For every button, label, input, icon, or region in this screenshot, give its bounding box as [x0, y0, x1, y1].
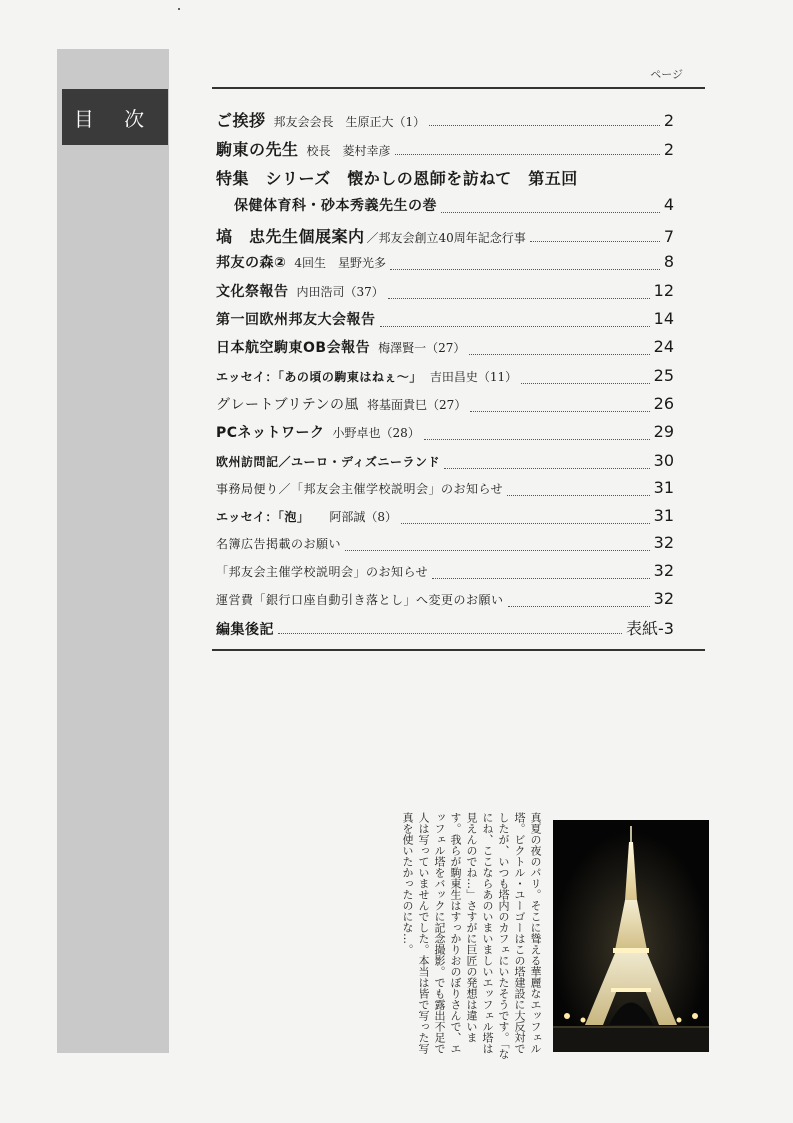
- entry-title: 「邦友会主催学校説明会」のお知らせ: [216, 565, 429, 579]
- entry-title: 塙 忠先生個展案内: [216, 227, 365, 246]
- entry-title: 編集後記: [216, 622, 274, 638]
- dot-leader: [278, 633, 622, 634]
- entry-title: 名簿広告掲載のお願い: [216, 537, 342, 551]
- entry-page: 2: [663, 111, 674, 130]
- toc-entry[interactable]: [216, 478, 674, 504]
- toc-entry-feature: [216, 166, 674, 192]
- entry-title: 日本航空駒東OB会報告: [216, 340, 371, 356]
- toc-entry[interactable]: [216, 281, 674, 307]
- toc-entry[interactable]: [216, 137, 674, 163]
- toc-entry[interactable]: [216, 451, 674, 477]
- entry-title: PCネットワーク: [216, 425, 325, 441]
- scan-speck: [178, 8, 180, 10]
- dot-leader: [508, 606, 650, 607]
- entry-title: 運営費「銀行口座自動引き落とし」へ変更のお願い: [216, 593, 504, 607]
- dot-leader: [441, 212, 660, 213]
- eiffel-tower-illustration: [553, 820, 709, 1052]
- entry-page: 4: [663, 195, 674, 214]
- entry-author: 校長 菱村幸彦: [306, 144, 391, 158]
- dot-leader: [388, 298, 650, 299]
- entry-page: 31: [653, 478, 674, 497]
- entry-author: 4回生 星野光多: [294, 256, 386, 270]
- dot-leader: [401, 523, 650, 524]
- dot-leader: [429, 125, 660, 126]
- entry-page: 29: [653, 422, 674, 441]
- entry-author: 将基面貴巳（27）: [367, 398, 467, 412]
- toc-entry[interactable]: [216, 561, 674, 587]
- dot-leader: [390, 269, 660, 270]
- left-gray-band: [57, 49, 169, 1053]
- entry-page: 31: [653, 506, 674, 525]
- entry-author: 阿部誠（8）: [329, 510, 398, 524]
- entry-title: 事務局便り／「邦友会主催学校説明会」のお知らせ: [216, 482, 504, 496]
- entry-title: ご挨拶: [216, 111, 266, 130]
- entry-author: 邦友会会長 生原正大（1）: [273, 115, 426, 129]
- page-column-label: ページ: [650, 68, 683, 81]
- toc-entry[interactable]: [216, 506, 674, 532]
- dot-leader: [469, 354, 649, 355]
- toc-entry[interactable]: [216, 589, 674, 615]
- entry-title: 欧州訪問記／ユーロ・ディズニーランド: [216, 455, 441, 469]
- dot-leader: [521, 383, 649, 384]
- entry-title: 保健体育科・砂本秀義先生の巻: [234, 198, 437, 214]
- dot-leader: [530, 241, 660, 242]
- entry-author: 小野卓也（28）: [332, 426, 420, 440]
- top-rule: [212, 87, 705, 89]
- dot-leader: [380, 326, 650, 327]
- entry-page: 表紙-3: [626, 619, 674, 638]
- entry-page: 7: [663, 227, 674, 246]
- entry-title: 邦友の森②: [216, 255, 287, 271]
- photo-caption-essay: 真夏の夜のパリ。そこに聳える華麗なエッフェル塔。ビクトル・ユーゴーはこの塔建設に大反対でしたが、いつも塔内のカフェにいたそうです。「なにね、ここならあのいまいましいエッフェル塔は見えんのでね…」さすがに巨匠の発想は違います。我らが駒東生はすっかりおのぼりさんで、エッフェル塔をバックに記念撮影。でも露出不足で人は写っていませんでした。本当は皆で写った写真を使いたかったのにな…。: [401, 812, 542, 1060]
- toc-entry[interactable]: [234, 195, 674, 221]
- toc-heading: 目 次: [62, 89, 168, 145]
- entry-title: 駒東の先生: [216, 140, 299, 159]
- toc-entry[interactable]: [216, 108, 674, 134]
- entry-title: エッセイ：「泡」: [216, 510, 310, 524]
- dot-leader: [432, 578, 649, 579]
- toc-entry[interactable]: [216, 224, 674, 250]
- entry-title: グレートブリテンの風: [216, 397, 360, 413]
- toc-entry[interactable]: [216, 252, 674, 278]
- entry-page: 2: [663, 140, 674, 159]
- entry-title: エッセイ：「あの頃の駒東はねぇ～」: [216, 370, 422, 384]
- eiffel-tower-photo: [553, 820, 709, 1052]
- toc-entry[interactable]: [216, 616, 674, 642]
- dot-leader: [470, 411, 649, 412]
- entry-title: 特集 シリーズ 懐かしの恩師を訪ねて 第五回: [216, 169, 578, 188]
- entry-page: 26: [653, 394, 674, 413]
- entry-page: 32: [653, 589, 674, 608]
- entry-author: 吉田昌史（11）: [429, 370, 518, 384]
- entry-page: 14: [653, 309, 674, 328]
- bottom-rule: [212, 649, 705, 651]
- entry-page: 25: [653, 366, 674, 385]
- toc-entry[interactable]: [216, 366, 674, 392]
- dot-leader: [345, 550, 650, 551]
- entry-author: ／邦友会創立40周年記念行事: [366, 231, 526, 245]
- dot-leader: [424, 439, 650, 440]
- entry-page: 32: [653, 533, 674, 552]
- dot-leader: [507, 495, 649, 496]
- toc-entry[interactable]: [216, 422, 674, 448]
- entry-page: 12: [653, 281, 674, 300]
- entry-author: 梅澤賢一（27）: [378, 341, 466, 355]
- toc-entry[interactable]: [216, 533, 674, 559]
- entry-page: 32: [653, 561, 674, 580]
- toc-entry[interactable]: [216, 394, 674, 420]
- toc-entry[interactable]: [216, 337, 674, 363]
- toc-entry[interactable]: [216, 309, 674, 335]
- entry-author: 内田浩司（37）: [296, 285, 384, 299]
- entry-page: 8: [663, 252, 674, 271]
- entry-title: 第一回欧州邦友大会報告: [216, 312, 376, 328]
- dot-leader: [395, 154, 660, 155]
- entry-page: 30: [653, 451, 674, 470]
- dot-leader: [444, 468, 650, 469]
- entry-page: 24: [653, 337, 674, 356]
- entry-title: 文化祭報告: [216, 284, 289, 300]
